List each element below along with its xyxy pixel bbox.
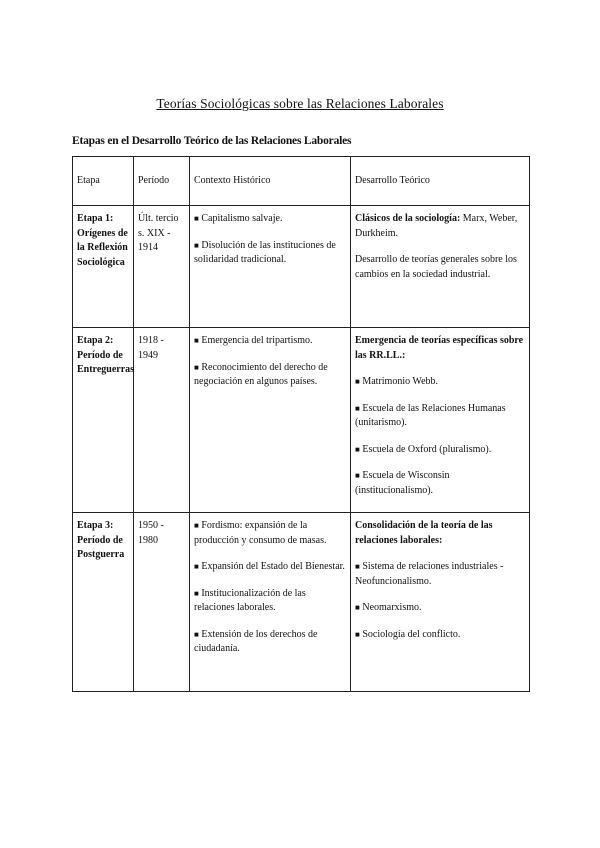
theory-item: ■ Escuela de las Relaciones Humanas (unitarismo). — [355, 402, 506, 428]
bullet-icon: ■ — [194, 521, 199, 530]
period-cell: 1950 - 1980 — [134, 513, 190, 692]
bullet-icon: ■ — [355, 444, 360, 454]
theory-cell — [351, 206, 530, 328]
theory-cell — [351, 513, 530, 692]
theory-item: ■ Escuela de Wisconsin (institucionalismo). — [355, 470, 450, 496]
header-cell-theory: Desarrollo Teórico — [351, 157, 530, 206]
context-item: ■ Extensión de los derechos de ciudadanía. — [194, 628, 318, 654]
period-cell: 1918 - 1949 — [134, 328, 190, 513]
context-item: ■ Expansión del Estado del Bienestar. — [194, 561, 345, 572]
theory-heading: Clásicos de la sociología: Marx, Weber, Durkheim. — [355, 213, 518, 239]
table-row — [73, 206, 530, 328]
period-cell: Últ. tercio s. XIX - 1914 — [134, 206, 190, 328]
theory-cell — [351, 328, 530, 513]
bullet-icon: ■ — [355, 403, 360, 413]
bullet-icon: ■ — [194, 336, 199, 345]
bullet-icon: ■ — [194, 240, 199, 250]
theory-item: ■ Matrimonio Webb. — [355, 376, 439, 387]
stages-table — [72, 156, 530, 692]
context-item: ■ Capitalismo salvaje. — [194, 213, 283, 224]
table-header-row — [73, 157, 530, 206]
bullet-icon: ■ — [355, 562, 360, 571]
context-cell — [190, 206, 351, 328]
document-subtitle: Etapas en el Desarrollo Teórico de las Relaciones Laborales — [72, 135, 352, 147]
stage-cell: Etapa 2: Período de Entreguerras — [73, 328, 134, 513]
context-item: ■ Emergencia del tripartismo. — [194, 335, 313, 346]
header-cell-stage: Etapa — [73, 157, 134, 206]
stage-cell: Etapa 3: Período de Postguerra — [73, 513, 134, 692]
theory-item: ■ Sociología del conflicto. — [355, 628, 461, 640]
bullet-icon: ■ — [194, 629, 199, 639]
bullet-icon: ■ — [355, 377, 360, 386]
stage-cell: Etapa 1: Orígenes de la Reflexión Sociológica — [73, 206, 134, 328]
table-row — [73, 513, 530, 692]
context-item: ■ Institucionalización de las relaciones laborales. — [194, 587, 306, 613]
header-cell-period: Período — [134, 157, 190, 206]
theory-item: Desarrollo de teorías generales sobre los cambios en la sociedad industrial. — [355, 254, 517, 280]
theory-heading: Consolidación de la teoría de las relaciones laborales: — [355, 520, 493, 546]
context-cell — [190, 513, 351, 692]
context-item: ■ Disolución de las instituciones de solidaridad tradicional. — [194, 239, 336, 265]
bullet-icon: ■ — [355, 471, 360, 480]
header-cell-context: Contexto Histórico — [190, 157, 351, 206]
bullet-icon: ■ — [355, 603, 360, 612]
theory-item: ■ Neomarxismo. — [355, 602, 422, 613]
table-row — [73, 328, 530, 513]
theory-heading: Emergencia de teorías específicas sobre las RR.LL.: — [355, 335, 524, 361]
theory-item: ■ Sistema de relaciones industriales - Neofuncionalismo. — [355, 561, 504, 587]
document-title: Teorías Sociológicas sobre las Relaciones Laborales — [156, 96, 444, 111]
bullet-icon: ■ — [194, 562, 199, 571]
bullet-icon: ■ — [355, 629, 360, 639]
context-item: ■ Reconocimiento del derecho de negociación en algunos países. — [194, 361, 328, 387]
bullet-icon: ■ — [194, 588, 199, 598]
bullet-icon: ■ — [194, 362, 199, 372]
theory-item: ■ Escuela de Oxford (pluralismo). — [355, 443, 492, 455]
context-cell — [190, 328, 351, 513]
context-item: ■ Fordismo: expansión de la producción y consumo de masas. — [194, 520, 327, 546]
bullet-icon: ■ — [194, 214, 199, 223]
